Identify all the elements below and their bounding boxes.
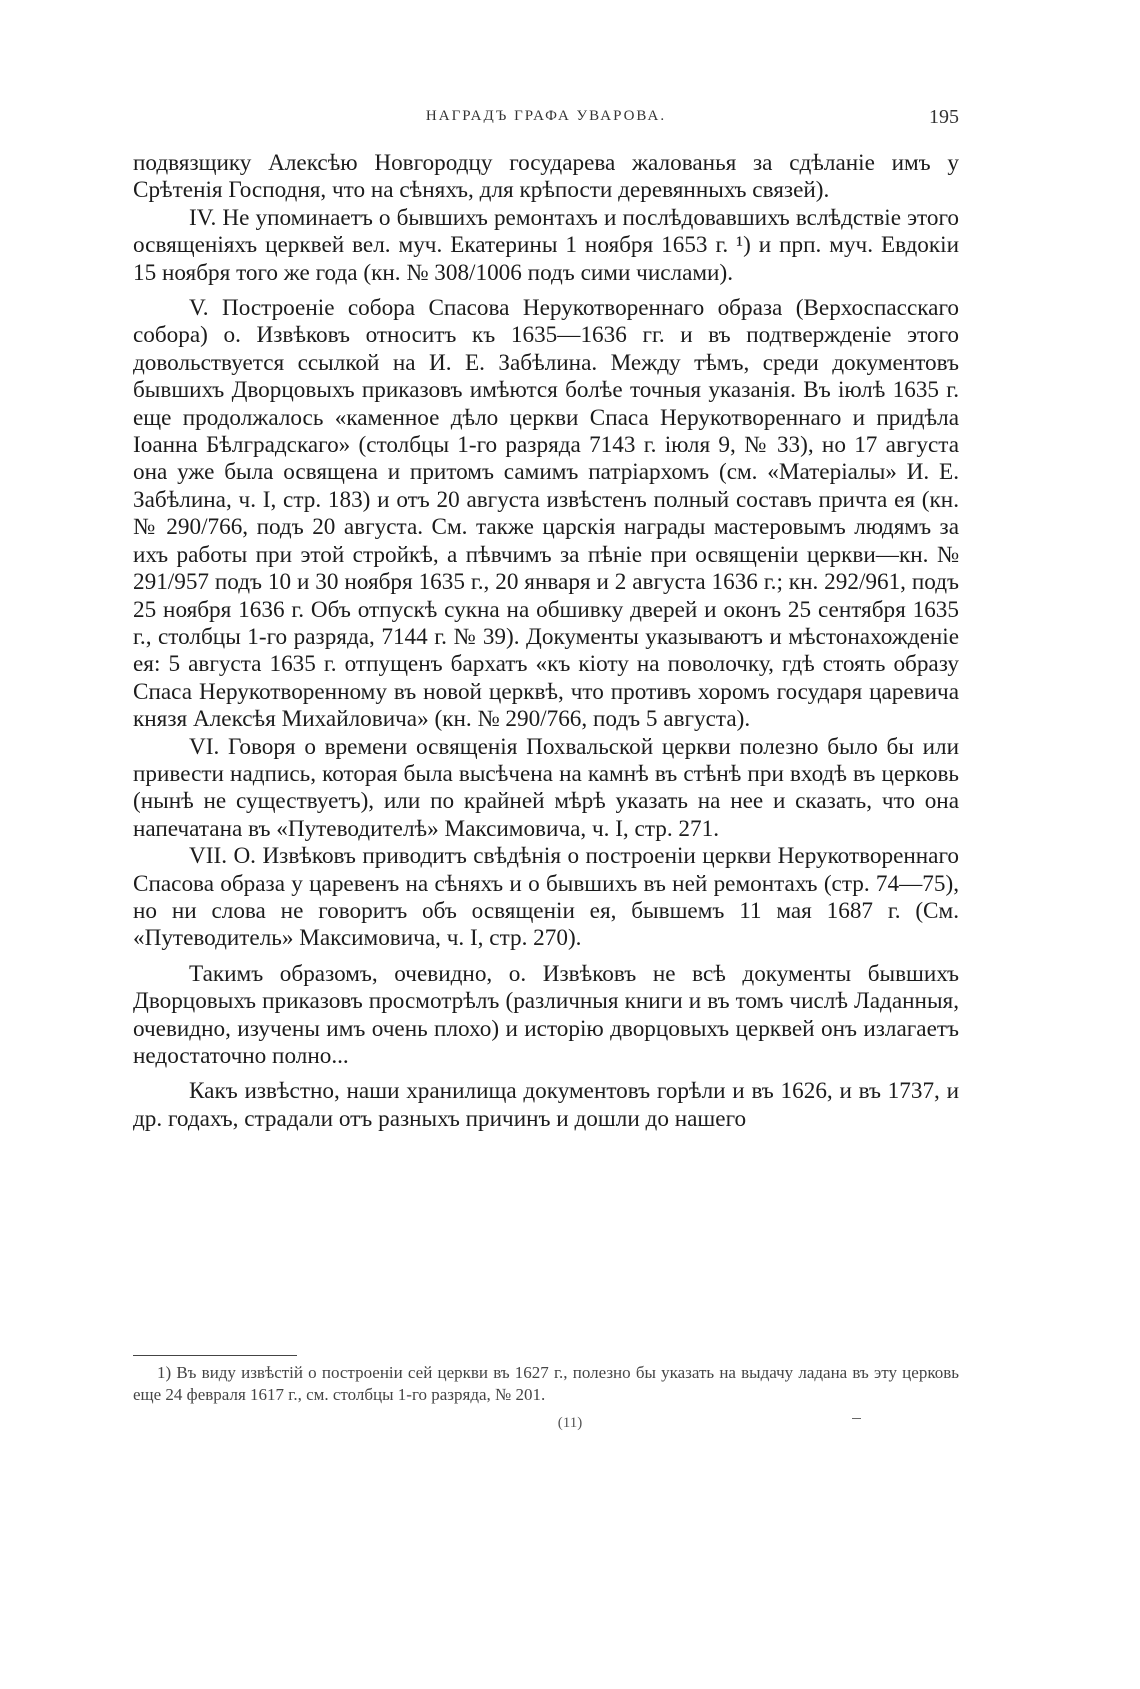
- paragraph-iv: IV. Не упоминаетъ о бывшихъ ремонтахъ и послѣдовавшихъ вслѣдствіе этого освященіяхъ церквей вел. муч. Екатерины 1 ноября 1653 г. ¹) и прп. муч. Евдокіи 15 ноября того же года (кн. № 308/1006 подъ сими числами).: [133, 204, 959, 286]
- running-title: НАГРАДЪ ГРАФА УВАРОВА.: [425, 108, 667, 124]
- body-text: [133, 150, 959, 1133]
- footnotes: [133, 1362, 959, 1406]
- page-header: [133, 108, 959, 134]
- footnote-divider: [133, 1355, 297, 1356]
- paragraph-vii: VII. О. Извѣковъ приводитъ свѣдѣнія о построеніи церкви Нерукотвореннаго Спасова образа у царевенъ на сѣняхъ и о бывшихъ въ ней ремонтахъ (стр. 74—75), но ни слова не говоритъ объ освященіи ея, бывшемъ 11 мая 1687 г. (См. «Путеводитель» Максимовича, ч. I, стр. 270).: [133, 843, 959, 952]
- paragraph-v: V. Построеніе собора Спасова Нерукотвореннаго образа (Верхоспасскаго собора) о. Извѣковъ относитъ къ 1635—1636 гг. и въ подтвержденіе этого довольствуется ссылкой на И. Е. Забѣлина. Между тѣмъ, среди документовъ бывшихъ Дворцовыхъ приказовъ имѣются болѣе точныя указанія. Въ іюлѣ 1635 г. еще продолжалось «каменное дѣло церкви Спаса Нерукотвореннаго и придѣла Іоанна Бѣлградскаго» (столбцы 1-го разряда 7143 г. іюля 9, № 33), но 17 августа она уже была освящена и притомъ самимъ патріархомъ (см. «Матеріалы» И. Е. Забѣлина, ч. I, стр. 183) и отъ 20 августа извѣстенъ полный составъ причта ея (кн. № 290/766, подъ 20 августа. См. также царскія награды мастеровымъ людямъ за ихъ работы при этой стройкѣ, а пѣвчимъ за пѣніе при освященіи церкви—кн. № 291/957 подъ 10 и 30 ноября 1635 г., 20 января и 2 августа 1636 г.; кн. 292/961, подъ 25 ноября 1636 г. Объ отпускѣ сукна на обшивку дверей и оконъ 25 сентября 1635 г., столбцы 1-го разряда, 7144 г. № 39). Документы указываютъ и мѣстонахожденіе ея: 5 августа 1635 г. отпущенъ бархатъ «къ кіоту на поволочку, гдѣ стоять образу Спаса Нерукотворенному въ новой церквѣ, что противъ хоромъ государя царевича князя Алексѣя Михайловича» (кн. № 290/766, подъ 5 августа).: [133, 295, 959, 733]
- paragraph-archives: Какъ извѣстно, наши хранилища документовъ горѣли и въ 1626, и въ 1737, и др. годахъ, страдали отъ разныхъ причинъ и дошли до нашего: [133, 1078, 959, 1132]
- page-number: 195: [929, 106, 959, 128]
- paragraph-conclusion: Такимъ образомъ, очевидно, о. Извѣковъ не всѣ документы бывшихъ Дворцовыхъ приказовъ просмотрѣлъ (различныя книги и въ томъ числѣ Ладанныя, очевидно, изучены имъ очень плохо) и исторію дворцовыхъ церквей онъ излагаетъ недостаточно полно...: [133, 960, 959, 1069]
- paragraph-vi: VI. Говоря о времени освященія Похвальской церкви полезно было бы или привести надпись, которая была высѣчена на камнѣ въ стѣнѣ при входѣ въ церковь (нынѣ не существуетъ), или по крайней мѣрѣ указать на нее и сказать, что она напечатана въ «Путеводителѣ» Максимовича, ч. I, стр. 271.: [133, 733, 959, 842]
- footnote-1: 1) Въ виду извѣстій о построеніи сей церкви въ 1627 г., полезно бы указать на выдачу ладана въ эту церковь еще 24 февраля 1617 г., см. столбцы 1-го разряда, № 201.: [133, 1363, 959, 1404]
- signature-dash: [852, 1418, 861, 1419]
- signature-mark: (11): [557, 1415, 583, 1431]
- paragraph-continuation: подвязщику Алексѣю Новгородцу государева жалованья за сдѣланіе имъ у Срѣтенія Господня, что на сѣняхъ, для крѣпости деревянныхъ связей).: [133, 150, 959, 204]
